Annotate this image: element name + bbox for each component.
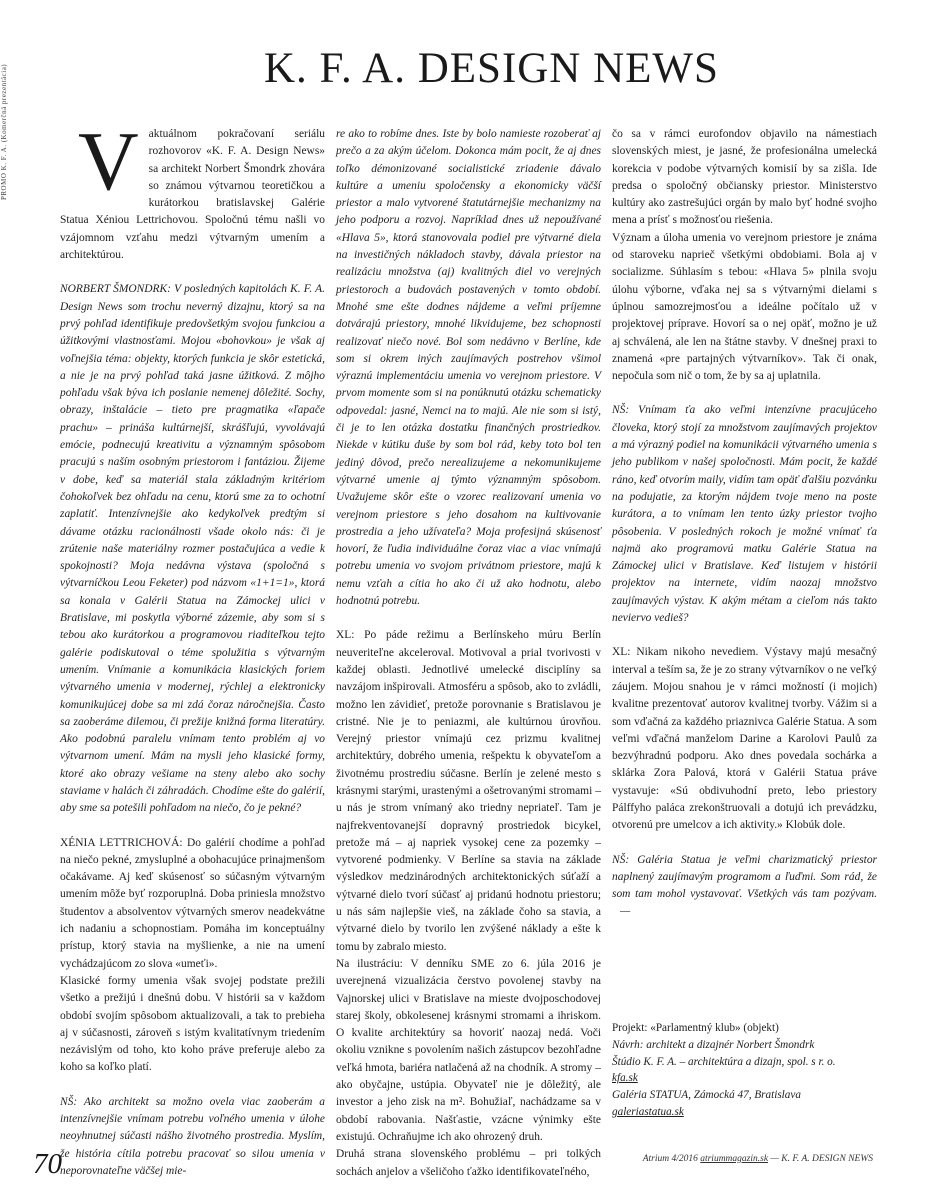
footer-section: — K. F. A. DESIGN NEWS [768,1154,873,1164]
credit-project [612,1020,877,1037]
closing-smondrk [612,852,877,921]
answer-lettrichova-1b: Klasické formy umenia však svojej podstate prežili všetko a prežijú i dnešnú dobu. V histórii sa v každom období svojím spôsobom aktualizovali, a tak to prebieha aj v súčasnosti, zároveň s istým kvalitatívnym triedením nezávislým od toho, kto koho práve preferuje alebo za koho sa koľko platí. [60,974,325,1074]
answer-lettrichova-1: XÉNIA LETTRICHOVÁ: Do galérií chodíme a pohľad na niečo pekné, zmysluplné a obohacujúce prinajmenšom očakávame. Aj keď skúsenosť so súčasným výtvarným umením môže byť rozporuplná. Doba priniesla množstvo študentov a absolventov výtvarných smerov neadekvátne ich nadaniu a schopnostiam. Pomáha im konceptuálny prístup, ktorý stavia na myšlienke, a nie na umení vychádzajúcom zo slova «umeťi». [60,836,325,970]
credit-gallery: Galéria STATUA, Zámocká 47, Bratislava [612,1089,801,1102]
studio-web-link[interactable]: kfa.sk [612,1072,638,1085]
answer-lettrichova-2c: Druhá strana slovenského problému – pri tolkých sochách anjelov a všeličoho ťažko identifikovateľného, [336,1148,601,1178]
answer-lettrichova-2-continued: čo sa v rámci eurofondov objavilo na námestiach slovenských miest, je jasné, že profesionálna umelecká korekcia v podobe výtvarných komisií by sa zišla. Ide predsa o spoločný občiansky priestor. Ministerstvo kultúry ako zastrešujúci orgán by malo byť hodné svojho mena a prísť s možnosťou riešenia. [612,128,877,227]
footer-source [643,1154,873,1164]
project-credits [612,1020,877,1121]
column-1 [60,115,325,1177]
credit-design: Návrh: architekt a dizajnér Norbert Šmondrk [612,1038,815,1051]
gallery-web-link[interactable]: galeriastatua.sk [612,1105,684,1118]
answer-lettrichova-3: XL: Nikam nikoho nevediem. Výstavy majú mesačný interval a teším sa, že je zo strany výtvarníkov o ne veľký záujem. Mojou snahou je v rámci možností (i mojich) kvalitne prezentovať autorov kvalitnej tvorby. Vážim si a som vďačná za každého priaznivca Galérie Statua. A som veľmi vďačná manželom Darine a Karolovi Paulů za bezvýhradnú podporu. Ako dnes povedala sochárka a sklárka Zora Palová, ktorá v Galérii Statua práve vystavuje: «Sú obdivuhodní preto, lebo priestory Pálffyho paláca zrekonštruovali a dotujú ich prevádzku, otvorenú pre umelcov a ich aktivity.» Klobúk dole. [612,646,877,832]
question-smondrk-1: NORBERT ŠMONDRK: V posledných kapitolách K. F. A. Design News som trochu neverný dizajnu, ktorý sa na prvý pohľad identifikuje predovšetkým svojou funkciou a úžitkovými vlastnosťami. Mojou «bohovkou» je však aj voľnejšia téma: objekty, ktorých funkcia je skôr estetická, a nie je na prvý pohľad taká jasne úžitková. Z môjho pohľadu však býva ich poslanie nemenej dôležité. Sochy, obrazy, inštalácie – tieto pre pragmatika «ľapače prachu» – prináša kultúrnejší, skrášľujú, vyvolávajú emócie, podnecujú kreativitu a významným spôsobom pracujú s naším osobným priestorom i fantáziou. Žijeme v dobe, keď sa materiál stala základným kritériom čohokoľvek bez ohľadu na cenu, ktorú sme za to ochotní zaplatiť. Intenzívnejšie ako kedykoľvek predtým si dávame otázku racionálnosti všade okolo nás: či je zrútenie naše materiálny rozmer postačujúca a vedie k spokojnosti? Moja nedávna výstava (spoločná s výtvarníčkou Leou Feketer) pod názvom «1+1=1», ktorá sa konala v Galérii Statua na Zámockej ulici v Bratislave, mi poskytla výborné zázemie, aby som si s tebou ako kurátorkou a programovou riaditeľkou tejto galérie podiskutoval o téme spolužitia s výtvarným umením. Vnímanie a komunikácia klasických foriem výtvarného umenia v modernej, rýchlej a elektronicky komunikujúcej dobe sa mi zdá čoraz náročnejšia. Často sa zaoberáme dilemou, či prežije knižná forma literatúry. Ako podobnú paralelu vnímam tento problém aj vo výtvarnom umení. Mám na mysli jeho klasické formy, ktoré ako obrazy vešiame na steny alebo ako sochy staviame v halách či záhradách. Chodíme ešte do galérií, aby sme sa potešili pohľadom na niečo, čo je pekné? [60,283,325,815]
answer-lettrichova-2: XL: Po páde režimu a Berlínskeho múru Berlín neuveriteľne akceleroval. Motivoval a prial tvorivosti v každej oblasti. Jednotlivé umelecké disciplíny sa navzájom inšpirovali. Atmosféru a spôsob, ako to zvládli, možno len závidieť, pretože porovnanie s Bratislavou je cristné. Nie je to peniazmi, ale kultúrnou úrovňou. Verejný priestor vnímajú cez prizmu kvalitnej architektúry, dobrého umenia, rešpektu k obyvateľom a životnému prostrediu súčasne. Berlín je zelené mesto s krásnymi starými, urastenými a ošetrovanými stromami – u nás je strom vnímaný ako triedny nepriateľ. Tam je najfrekventovanejší dopravný prostriedok bicykel, pretože má – aj napriek vysokej cene za pozemky – vytvorené podmienky. V Berlíne sa stavia na základe výsledkov medzinárodných architektonických súťaží a výtvarné dielo tvorí súčasť aj pridanú hodnotu priestoru; u nás sám najlepšie vieš, na základe čoho sa stavia, a výtvarné dielo by tvorilo len zvýšené náklady a ešte k tomu by zabralo miesto. [336,629,601,953]
page-number: 70 [33,1148,62,1180]
answer-lettrichova-2d: Význam a úloha umenia vo verejnom priestore je známa od staroveku naprieč všetkými obdobiami. Bola aj v socializme. Súhlasím s tebou: «Hlava 5» plnila svoju úlohu výborne, vďaka nej sa s výtvarnými dielami s úplnou samozrejmosťou a ideálne počítalo už v projektovej príprave. Hovorí sa o nej opäť, možno je už aj schválená, ale len na štátne stavby. V dnešnej praxi to znamená «pre partajných výtvarníkov». Tak či onak, nepočula som nič o tom, že by sa aj uplatnila. [612,231,877,383]
intro-text: aktuálnom pokračovaní seriálu rozhovorov «K. F. A. Design News» sa architekt Norbert Šmondrk zhovára so známou výtvarnou teoretičkou a kurátorkou bratislavskej Galérie Statua Xéniou Lettrichovou. Spoločnú tému našli vo vzájomnom vzťahu medzi výtvarným umením a architektúrou. [60,128,325,262]
footer-magazine-link[interactable]: atriummagazin.sk [700,1154,769,1164]
intro-paragraph [60,115,325,264]
column-2 [336,126,601,1178]
column-3 [612,126,877,1141]
masthead-title: K. F. A. DESIGN NEWS [264,45,719,92]
dropcap-letter: V [78,115,139,208]
question-smondrk-2: NŠ: Ako architekt sa možno ovela viac zaoberám a intenzívnejšie vnímam potrebu voľného umenia v úlohe neoyhnutnej súčasti nášho životného prostredia. Myslím, že história cítila potrebu pracovať so silou umenia v neporovnateľne väčšej mie- [60,1095,325,1177]
closing-text: NŠ: Galéria Statua je veľmi charizmatický priestor naplnený zaujímavým programom a ľuďmi. Som rád, že som tam mohol vystavovať. Všetkých vás tam pozývam. [612,853,877,901]
question-smondrk-2-continued: re ako to robíme dnes. Iste by bolo namieste rozoberať aj prečo a za akým účelom. Dokonca mám pocit, že aj dnes toľko démonizované socialistické zriadenie dávalo kultúre a umeniu spoločensky a ekonomicky väčší priestor a malo vytvorené štatutárnejšie mechanizmy na jeho podporu a rozvoj. Napríklad dnes už nepoužívané «Hlava 5», ktorá stanovovala podiel pre výtvarné diela na investičných nákladoch stavby, dávala priestor na realizáciu množstva (aj) kvalitných diel vo verejných priestoroch a budovách postavených v tomto období. Mnohé sme ešte dodnes nájdeme a veľmi príjemne dotvárajú priestory, mnohé likvidujeme, bez schopnosti realizovať niečo nové. Bol som nedávno v Berlíne, kde som si okrem iných zaujímavých postrehov všimol výraznú implementáciu umenia vo verejnom priestore. V prvom momente som si na ponúknutú otázku schematicky odpovedal: jasné, Nemci na to majú. Ale nie som si istý, či je to len otázka dostatku finančných prostriedkov. Niekde v kútiku duše by som bol rád, keby toto bol ten jediný dôvod, prečo nerealizujeme a nekomunikujeme výtvarné umenie aj týmto významným spôsobom. Uvažujeme skôr ešte o vzorec realizovaní umenia vo verejnom priestore s jeho dosahom na kultivovanie prostredia a jeho užívateľa? Moja profesijná skúsenosť hovorí, že ľudia individuálne čoraz viac a viac vnímajú potrebu umenia vo svojom privátnom priestore, majú k nemu vzťah a cítia ho ako či už ako hodnotu, alebo hodnotnú potrebu. [336,128,601,608]
end-mark: — [620,905,631,918]
footer-issue: Atrium 4/2016 [642,1154,701,1164]
credit-studio: Štúdio K. F. A. – architektúra a dizajn, spol. s r. o. [612,1055,836,1068]
credit-project-text: Projekt: «Parlamentný klub» (objekt) [612,1022,779,1034]
question-smondrk-3: NŠ: Vnímam ťa ako veľmi intenzívne pracujúceho človeka, ktorý stojí za množstvom zaujímavých projektov a má výrazný podiel na komunikácii výtvarného umenia s jeho publikom v našej spoločnosti. Mám pocit, že každé ráno, keď otvorím maily, vidím tam opäť ďalšiu pozvánku na podujatie, za ktorým nájdem tvoje meno na poste kurátora, a to vnímam len tento úzky priestor tvojho pôsobenia. V posledných rokoch je možné vnímať ťa najmä ako programovú matku Galérie Statua na Zámockej ulici v Bratislave. Keď listujem v histórii projektov na internete, vidím naozaj množstvo zaujímavých výstav. K akým métam a cieľom nás takto neviervo vedieš? [612,404,877,625]
answer-lettrichova-2b: Na ilustráciu: V denníku SME zo 6. júla 2016 je uverejnená vizualizácia čerstvo povolenej stavby na Vajnorskej ulici v Bratislave na mieste dvojposchodovej starej školy, obkolesenej krásnymi stromami a ihriskom. O kvalite architektúry sa hovoriť naozaj nedá. Voči okoliu vznikne s povolením našich zástupcov bezohľadne veľká hmota, bariéra natlačená až na chodník. A stromy – ako obyčajne, ustúpia. Obyvateľ nie je dôležitý, ale investor a jeho zisk na m². Bohužiaľ, nachádzame sa v období rabovania. Našťastie, vzácne výnimky ešte existujú. Ochraňujme ich ako ohrozený druh. [336,957,601,1143]
promo-side-label: PROMO K. F. A. (Komerčná prezentácia) [0,63,8,200]
